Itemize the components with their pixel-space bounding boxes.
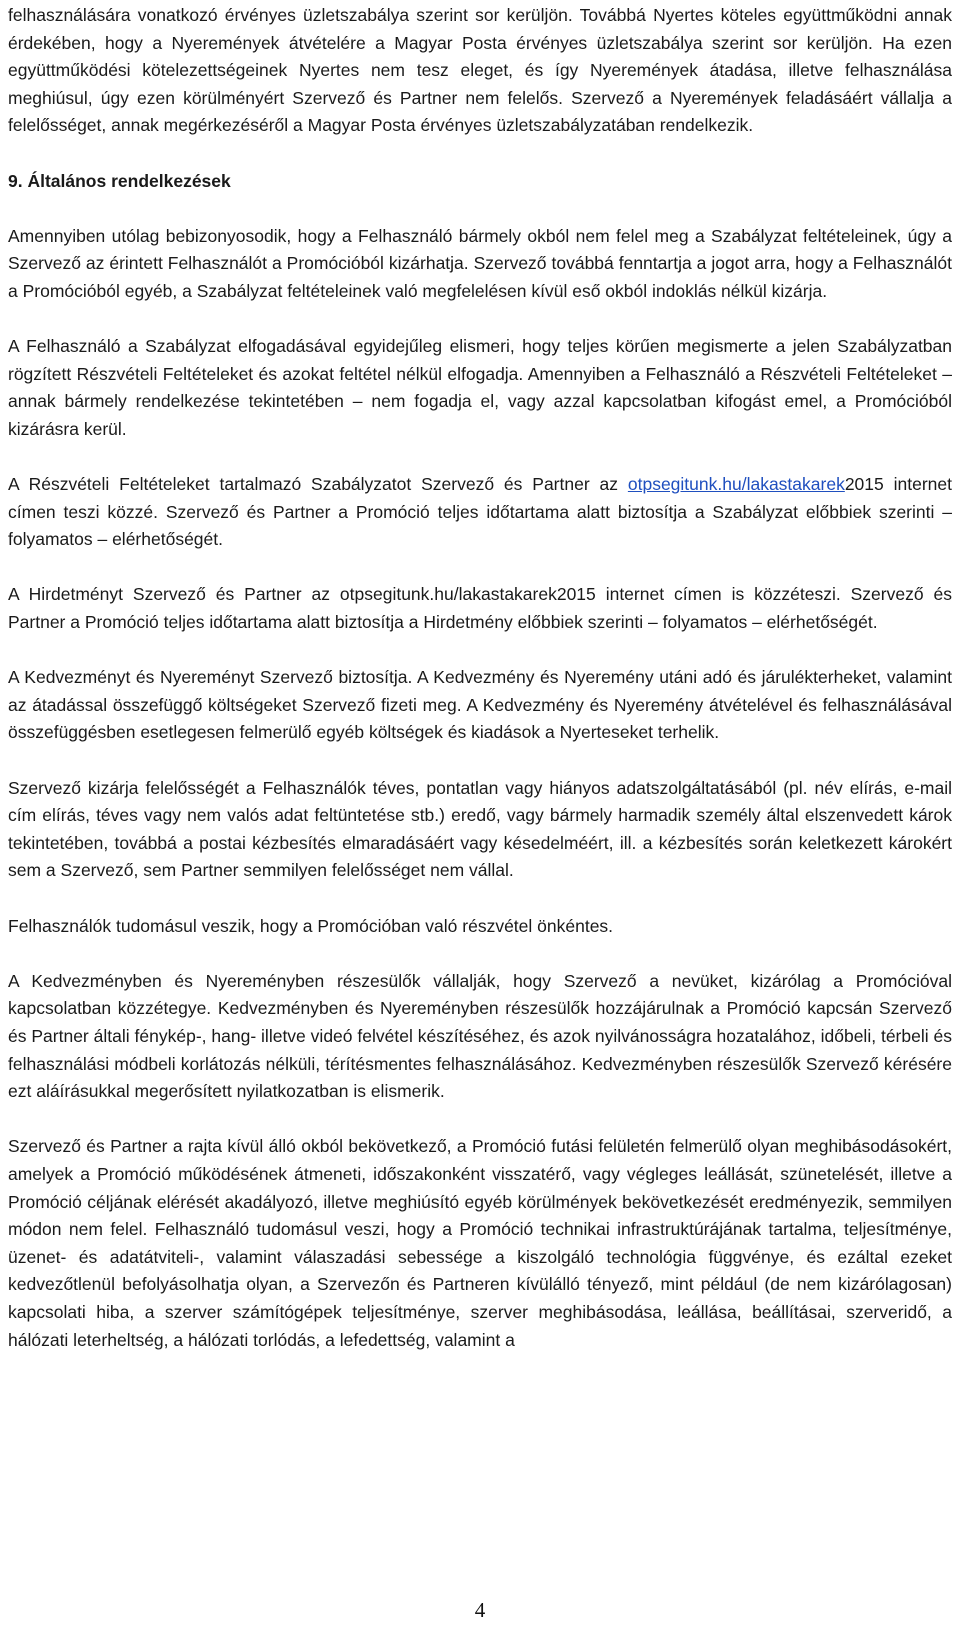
paragraph-voluntary: Felhasználók tudomásul veszik, hogy a Promócióban való részvétel önkéntes. <box>8 915 614 936</box>
paragraph-intro: felhasználására vonatkozó érvényes üzletszabálya szerint sor kerüljön. Továbbá Nyertes köteles együttműködni annak érdekében, hogy a Nyeremények átvételére a Magyar Posta érvényes üzletszabálya szerint sor kerüljön. Ha ezen együttműködési kötelezettségeinek Nyertes nem tesz eleget, és így Nyeremények átadása, illetve felhasználása meghiúsul, úgy ezen körülményért Szervező és Partner nem felelős. Szervező a Nyeremények feladásáért vállalja a felelősséget, annak megérkezéséről a Magyar Posta érvényes üzletszabályzatában rendelkezik. <box>8 5 952 136</box>
publication-text-after: 2015 internet címen teszi közzé. Szervező és Partner a Promóció teljes időtartama alatt biztosítja a Szabályzat előbbiek szerinti – folyamatos – elérhetőségét. <box>8 474 952 550</box>
paragraph-announcement: A Hirdetményt Szervező és Partner az otpsegitunk.hu/lakastakarek2015 internet címen is közzéteszi. Szervező és Partner a Promóció teljes időtartama alatt biztosítja a Hirdetmény előbbiek szerinti – folyamatos – elérhetőségét. <box>8 584 952 633</box>
paragraph-acceptance: A Felhasználó a Szabályzat elfogadásával egyidejűleg elismeri, hogy teljes körűen megismerte a jelen Szabályzatban rögzített Részvételi Feltételeket és azokat feltétel nélkül elfogadja. Amennyiben a Felhasználó a Részvételi Feltételeket – annak bármely rendelkezése tekintetében – nem fogadja el, vagy azzal kapcsolatban kifogást emel, a Promócióból kizárásra kerül. <box>8 336 952 439</box>
paragraph-technical: Szervező és Partner a rajta kívül álló okból bekövetkező, a Promóció futási felületén felmerülő olyan meghibásodásokért, amelyek a Promóció működésének átmeneti, időszakonként visszatérő, vagy végleges leállását, szünetelését, illetve a Promóció céljának elérését akadályozó, illetve meghiúsító egyéb körülmények bekövetkezését eredményezik, semmilyen módon nem felel. Felhasználó tudomásul veszi, hogy a Promóció technikai infrastruktúrájának tartalma, teljesítménye, üzenet- és adatátviteli-, valamint válaszadási sebessége a kiszolgáló technológia függvénye, és ezáltal ezeket kedvezőtlenül befolyásolhatja olyan, a Szervezőn és Partneren kívülálló tényező, mint például (de nem kizárólagosan) kapcsolati hiba, a szerver számítógépek teljesítménye, szerver meghibásodása, leállása, beállításai, szerveridő, a hálózati leterheltség, a hálózati torlódás, a lefedettség, valamint a <box>8 1136 952 1350</box>
publication-text-before: A Részvételi Feltételeket tartalmazó Szabályzatot Szervező és Partner az <box>8 474 628 495</box>
rules-link[interactable]: otpsegitunk.hu/lakastakarek <box>627 474 845 495</box>
paragraph-publication <box>8 471 952 554</box>
page-number: 4 <box>474 1598 486 1622</box>
paragraph-liability: Szervező kizárja felelősségét a Felhasználók téves, pontatlan vagy hiányos adatszolgáltatásából (pl. név elírás, e-mail cím elírás, téves vagy nem valós adat feltüntetése stb.) eredő, vagy bármely harmadik személy által elszenvedett károk tekintetében, továbbá a postai kézbesítés elmaradásáért vagy késedelméért, ill. a kézbesítés során keletkezett károkért sem a Szervező, sem Partner semmilyen felelősséget nem vállal. <box>8 777 952 881</box>
section-heading: 9. Általános rendelkezések <box>8 170 231 191</box>
paragraph-exclusion: Amennyiben utólag bebizonyosodik, hogy a Felhasználó bármely okból nem felel meg a Szabályzat feltételeinek, úgy a Szervező az érintett Felhasználót a Promócióból kizárhatja. Szervező továbbá fenntartja a jogot arra, hogy a Felhasználót a Promócióból egyéb, a Szabályzat feltételeinek való megfelelésen kívül eső okból indoklás nélkül kizárja. <box>8 225 952 301</box>
paragraph-costs: A Kedvezményt és Nyereményt Szervező biztosítja. A Kedvezmény és Nyeremény utáni adó és járulékterheket, valamint az átadással összefüggő költségeket Szervező fizeti meg. A Kedvezmény és Nyeremény átvételével és felhasználásával összefüggésben esetlegesen felmerülő egyéb költségek és kiadások a Nyerteseket terhelik. <box>8 667 952 743</box>
paragraph-publicity: A Kedvezményben és Nyereményben részesülők vállalják, hogy Szervező a nevüket, kizárólag a Promócióval kapcsolatban közzétegye. Kedvezményben és Nyereményben részesülők hozzájárulnak a Promóció kapcsán Szervező és Partner általi fénykép-, hang- illetve videó felvétel készítéséhez, és azok nyilvánosságra hozatalához, időbeli, térbeli és felhasználási módbeli korlátozás nélküli, térítésmentes felhasználásához. Kedvezményben részesülők Szervező kérésére ezt aláírásukkal megerősített nyilatkozatban is elismerik. <box>8 970 952 1102</box>
